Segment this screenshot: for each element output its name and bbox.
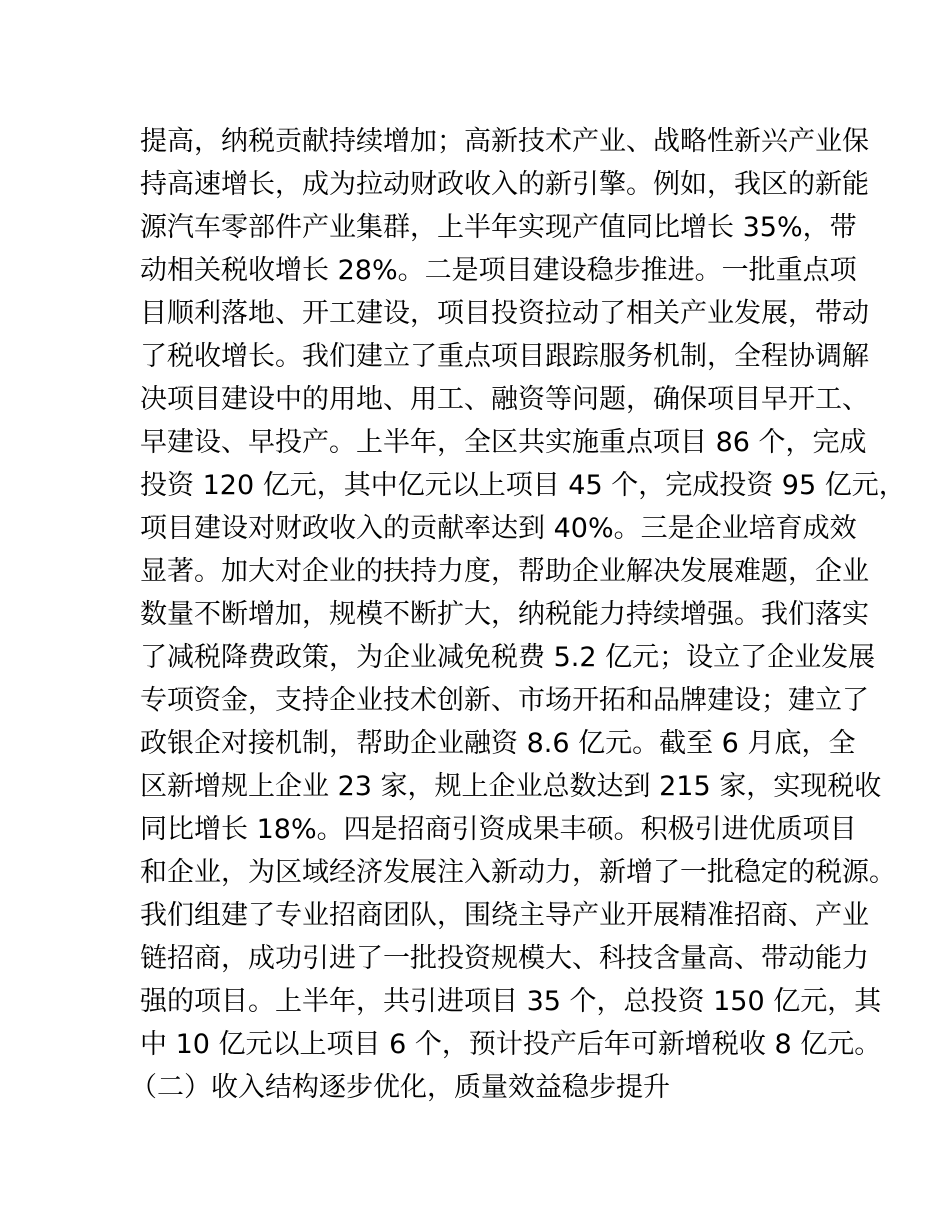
text-line: 专项资金，支持企业技术创新、市场开拓和品牌建设；建立了 [140, 685, 869, 716]
text-line: 政银企对接机制，帮助企业融资 8.6 亿元。截至 6 月底，全 [140, 728, 856, 759]
text-line: 投资 120 亿元，其中亿元以上项目 45 个，完成投资 95 亿元， [140, 470, 906, 501]
text-line: 中 10 亿元以上项目 6 个，预计投产后年可新增税收 8 亿元。 [140, 1029, 882, 1060]
text-line: 决项目建设中的用地、用工、融资等问题，确保项目早开工、 [140, 384, 869, 415]
text-line: 强的项目。上半年，共引进项目 35 个，总投资 150 亿元，其 [140, 986, 882, 1017]
section-heading: （二）收入结构逐步优化，质量效益稳步提升 [130, 1072, 670, 1103]
text-line: 源汽车零部件产业集群，上半年实现产值同比增长 35%，带 [140, 212, 857, 243]
text-line: 区新增规上企业 23 家，规上企业总数达到 215 家，实现税收 [140, 771, 882, 802]
text-line: 动相关税收增长 28%。二是项目建设稳步推进。一批重点项 [140, 255, 857, 286]
text-line: 目顺利落地、开工建设，项目投资拉动了相关产业发展，带动 [140, 298, 869, 329]
text-line: 同比增长 18%。四是招商引资成果丰硕。积极引进优质项目 [140, 814, 857, 845]
text-line: 和企业，为区域经济发展注入新动力，新增了一批稳定的税源。 [140, 857, 896, 888]
text-line: 提高，纳税贡献持续增加；高新技术产业、战略性新兴产业保 [140, 126, 869, 157]
text-line: 持高速增长，成为拉动财政收入的新引擎。例如，我区的新能 [140, 169, 869, 200]
text-line: 早建设、早投产。上半年，全区共实施重点项目 86 个，完成 [140, 427, 867, 458]
text-line: 数量不断增加，规模不断扩大，纳税能力持续增强。我们落实 [140, 599, 869, 630]
text-line: 了税收增长。我们建立了重点项目跟踪服务机制，全程协调解 [140, 341, 869, 372]
text-line: 项目建设对财政收入的贡献率达到 40%。三是企业培育成效 [140, 513, 857, 544]
text-line: 显著。加大对企业的扶持力度，帮助企业解决发展难题，企业 [140, 556, 869, 587]
text-line: 链招商，成功引进了一批投资规模大、科技含量高、带动能力 [140, 943, 869, 974]
text-line: 我们组建了专业招商团队，围绕主导产业开展精准招商、产业 [140, 900, 869, 931]
text-line: 了减税降费政策，为企业减免税费 5.2 亿元；设立了企业发展 [140, 642, 876, 673]
